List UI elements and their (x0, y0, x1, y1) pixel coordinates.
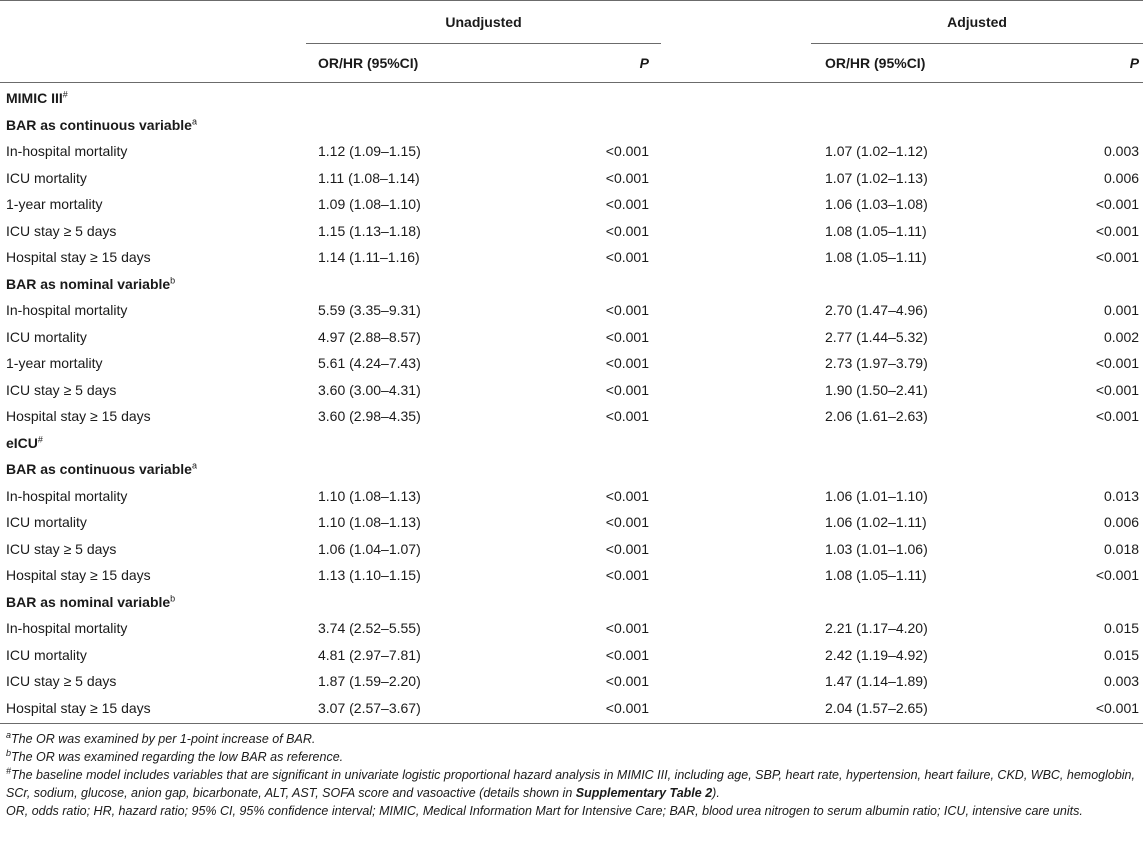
unadjusted-or-cell: 4.97 (2.88–8.57) (318, 328, 421, 345)
spacer-cell (661, 218, 811, 245)
adjusted-p-cell: <0.001 (1095, 249, 1140, 266)
adjusted-p-cell: 0.003 (1103, 673, 1140, 690)
adjusted-or-cell: 1.07 (1.02–1.12) (825, 143, 928, 160)
adjusted-or-cell: 2.70 (1.47–4.96) (825, 302, 928, 319)
row-label: Hospital stay ≥ 15 days (6, 567, 151, 584)
unadjusted-or-cell: 3.07 (2.57–3.67) (306, 695, 536, 724)
row-label: 1-year mortality (6, 355, 103, 372)
adjusted-or-cell: 1.06 (1.01–1.10) (825, 487, 928, 504)
group-label (0, 589, 1143, 616)
row-label: ICU mortality (6, 328, 87, 345)
database-mark: # (62, 89, 68, 100)
unadjusted-p-cell: <0.001 (605, 169, 650, 186)
header-blank-2 (0, 44, 306, 83)
spacer-cell (661, 350, 811, 377)
unadjusted-or-cell: 1.12 (1.09–1.15) (318, 143, 421, 160)
adjusted-p-cell: <0.001 (1095, 381, 1140, 398)
adjusted-or-cell: 1.06 (1.02–1.11) (825, 514, 927, 531)
row-label: Hospital stay ≥ 15 days (0, 695, 306, 724)
adjusted-or-cell: 1.08 (1.05–1.11) (825, 567, 927, 584)
table-row (0, 615, 1143, 642)
table-row (0, 218, 1143, 245)
group-mark: b (170, 593, 176, 604)
database-label (0, 430, 1143, 457)
header-group-row (0, 1, 1143, 44)
unadjusted-p-cell: <0.001 (605, 302, 650, 319)
unadjusted-or-cell: 1.13 (1.10–1.15) (318, 567, 421, 584)
header-gap-2 (661, 44, 811, 83)
footnote-hash-text: The baseline model includes variables that are significant in univariate logistic proportional hazard analysis in MIMIC III, including age, SBP, heart rate, hypertension, heart failure, CKD, WBC, hemoglobin, SCr, sodium, glucose, anion gap, bicarbonate, ALT, AST, SOFA score and vasoactive (details shown in (6, 768, 1135, 800)
unadjusted-p-cell: <0.001 (605, 355, 650, 372)
adjusted-or-cell: 2.21 (1.17–4.20) (825, 620, 928, 637)
table-row (0, 191, 1143, 218)
table-row (0, 483, 1143, 510)
header-blank (0, 1, 306, 44)
group-row (0, 589, 1143, 616)
row-label: ICU mortality (6, 514, 87, 531)
adjusted-p-cell: 0.002 (1103, 328, 1140, 345)
header-column-row (0, 44, 1143, 83)
spacer-cell (661, 562, 811, 589)
adjusted-p-cell: 0.015 (1103, 646, 1140, 663)
unadjusted-or-cell: 5.59 (3.35–9.31) (318, 302, 421, 319)
row-label: In-hospital mortality (6, 487, 128, 504)
table-row (0, 138, 1143, 165)
table-body (0, 83, 1143, 724)
header-adjusted: Adjusted (811, 1, 1143, 44)
footnote-a-text: The OR was examined by per 1-point increase of BAR. (11, 732, 316, 746)
spacer-cell (661, 165, 811, 192)
unadjusted-p-cell: <0.001 (605, 381, 650, 398)
adjusted-p-cell: 0.006 (1103, 514, 1140, 531)
adjusted-or-cell: 1.08 (1.05–1.11) (825, 222, 927, 239)
adjusted-p-cell: <0.001 (1095, 196, 1140, 213)
unadjusted-or-cell: 1.06 (1.04–1.07) (318, 540, 421, 557)
group-mark: a (191, 116, 197, 127)
adjusted-p-cell: 0.013 (1103, 487, 1140, 504)
spacer-cell (661, 509, 811, 536)
unadjusted-or-cell: 3.60 (2.98–4.35) (318, 408, 421, 425)
row-label: ICU stay ≥ 5 days (6, 540, 117, 557)
unadjusted-or-cell: 5.61 (4.24–7.43) (318, 355, 421, 372)
header-adj-orhr: OR/HR (95%CI) (811, 44, 996, 83)
spacer-cell (661, 297, 811, 324)
unadjusted-p-cell: <0.001 (605, 646, 650, 663)
unadjusted-p-cell: <0.001 (605, 567, 650, 584)
unadjusted-or-cell: 3.60 (3.00–4.31) (318, 381, 421, 398)
unadjusted-p-cell: <0.001 (605, 222, 650, 239)
spacer-cell (661, 138, 811, 165)
table-row (0, 377, 1143, 404)
adjusted-p-cell: <0.001 (1095, 408, 1140, 425)
adjusted-p-cell: <0.001 (1095, 567, 1140, 584)
adjusted-or-cell: 1.90 (1.50–2.41) (825, 381, 928, 398)
footnote-hash (6, 766, 1137, 802)
unadjusted-or-cell: 1.15 (1.13–1.18) (318, 222, 421, 239)
unadjusted-p-cell: <0.001 (605, 673, 650, 690)
row-label: ICU stay ≥ 5 days (6, 381, 117, 398)
group-mark: a (191, 460, 197, 471)
unadjusted-or-cell: 1.11 (1.08–1.14) (318, 169, 420, 186)
footnote-hash-end: ). (712, 786, 720, 800)
spacer-cell (661, 642, 811, 669)
adjusted-or-cell: 2.77 (1.44–5.32) (825, 328, 928, 345)
unadjusted-p-cell: <0.001 (605, 540, 650, 557)
table-row (0, 509, 1143, 536)
row-label: ICU stay ≥ 5 days (6, 673, 117, 690)
group-label (0, 112, 1143, 139)
database-label (0, 83, 1143, 112)
unadjusted-p-cell: <0.001 (605, 143, 650, 160)
unadjusted-p-cell: <0.001 (605, 328, 650, 345)
adjusted-p-cell: 0.001 (1103, 302, 1140, 319)
group-row (0, 456, 1143, 483)
spacer-cell (661, 536, 811, 563)
footnotes (0, 724, 1143, 820)
footnote-abbreviations: OR, odds ratio; HR, hazard ratio; 95% CI, 95% confidence interval; MIMIC, Medical Information Mart for Intensive Care; BAR, blood urea nitrogen to serum albumin ratio; ICU, intensive care units. (6, 804, 1083, 818)
spacer-cell (661, 377, 811, 404)
group-title: BAR as nominal variable (6, 275, 171, 292)
spacer-cell (661, 324, 811, 351)
header-adj-p: P (996, 44, 1143, 83)
adjusted-or-cell: 1.07 (1.02–1.13) (825, 169, 928, 186)
row-label: In-hospital mortality (6, 143, 128, 160)
adjusted-or-cell: 1.47 (1.14–1.89) (825, 673, 928, 690)
adjusted-p-cell: 0.003 (1103, 143, 1140, 160)
spacer-cell (661, 615, 811, 642)
group-title: BAR as continuous variable (6, 461, 192, 478)
footnote-b (6, 748, 1137, 766)
spacer-cell (661, 668, 811, 695)
table-row (0, 244, 1143, 271)
row-label: ICU mortality (6, 169, 87, 186)
row-label: 1-year mortality (6, 196, 103, 213)
header-unadj-orhr: OR/HR (95%CI) (306, 44, 536, 83)
table-row (0, 695, 1143, 724)
adjusted-or-cell: 1.08 (1.05–1.11) (825, 249, 927, 266)
adjusted-or-cell: 2.73 (1.97–3.79) (825, 355, 928, 372)
database-row (0, 430, 1143, 457)
adjusted-or-cell: 2.04 (1.57–2.65) (811, 695, 996, 724)
adjusted-or-cell: 1.06 (1.03–1.08) (825, 196, 928, 213)
footnote-b-text: The OR was examined regarding the low BAR as reference. (11, 750, 344, 764)
group-title: BAR as continuous variable (6, 116, 192, 133)
row-label: ICU mortality (6, 646, 87, 663)
footnote-b-mark: b (6, 747, 12, 758)
header-gap (661, 1, 811, 44)
footnote-a-mark: a (6, 729, 12, 740)
footnote-a (6, 730, 1137, 748)
adjusted-p-cell: 0.018 (1103, 540, 1140, 557)
table-row (0, 350, 1143, 377)
row-label: In-hospital mortality (6, 302, 128, 319)
unadjusted-or-cell: 1.10 (1.08–1.13) (318, 487, 421, 504)
table-row (0, 642, 1143, 669)
row-label: Hospital stay ≥ 15 days (6, 249, 151, 266)
table-row (0, 324, 1143, 351)
unadjusted-or-cell: 1.14 (1.11–1.16) (318, 249, 420, 266)
adjusted-or-cell: 2.42 (1.19–4.92) (825, 646, 928, 663)
database-name: MIMIC III (6, 90, 63, 107)
unadjusted-p-cell: <0.001 (605, 196, 650, 213)
row-label: In-hospital mortality (6, 620, 128, 637)
adjusted-or-cell: 2.06 (1.61–2.63) (825, 408, 928, 425)
spacer-cell (661, 191, 811, 218)
adjusted-p-cell: 0.015 (1103, 620, 1140, 637)
adjusted-p-cell: <0.001 (1095, 355, 1140, 372)
database-row (0, 83, 1143, 112)
adjusted-or-cell: 1.03 (1.01–1.06) (825, 540, 928, 557)
table-row (0, 165, 1143, 192)
table-row (0, 297, 1143, 324)
header-unadj-p: P (536, 44, 661, 83)
unadjusted-p-cell: <0.001 (605, 620, 650, 637)
spacer-cell (661, 483, 811, 510)
group-mark: b (170, 275, 176, 286)
table-row (0, 403, 1143, 430)
unadjusted-or-cell: 1.10 (1.08–1.13) (318, 514, 421, 531)
row-label: Hospital stay ≥ 15 days (6, 408, 151, 425)
footnote-hash-mark: # (6, 765, 12, 776)
spacer-cell (661, 403, 811, 430)
row-label: ICU stay ≥ 5 days (6, 222, 117, 239)
adjusted-p-cell: 0.006 (1103, 169, 1140, 186)
group-label (0, 456, 1143, 483)
unadjusted-or-cell: 1.87 (1.59–2.20) (318, 673, 421, 690)
group-title: BAR as nominal variable (6, 593, 171, 610)
adjusted-p-cell: <0.001 (1095, 222, 1140, 239)
spacer-cell (661, 244, 811, 271)
group-row (0, 271, 1143, 298)
database-name: eICU (6, 434, 38, 451)
spacer-cell (661, 695, 811, 724)
unadjusted-p-cell: <0.001 (605, 408, 650, 425)
unadjusted-p-cell: <0.001 (605, 249, 650, 266)
supplementary-table-link[interactable]: Supplementary Table 2 (575, 786, 713, 800)
table-row (0, 668, 1143, 695)
table-row (0, 536, 1143, 563)
unadjusted-p-cell: <0.001 (536, 695, 661, 724)
table-row (0, 562, 1143, 589)
header-unadjusted: Unadjusted (306, 1, 661, 44)
group-row (0, 112, 1143, 139)
unadjusted-p-cell: <0.001 (605, 487, 650, 504)
database-mark: # (37, 434, 43, 445)
unadjusted-or-cell: 4.81 (2.97–7.81) (318, 646, 421, 663)
unadjusted-or-cell: 3.74 (2.52–5.55) (318, 620, 421, 637)
group-label (0, 271, 1143, 298)
adjusted-p-cell: <0.001 (996, 695, 1143, 724)
unadjusted-p-cell: <0.001 (605, 514, 650, 531)
unadjusted-or-cell: 1.09 (1.08–1.10) (318, 196, 421, 213)
